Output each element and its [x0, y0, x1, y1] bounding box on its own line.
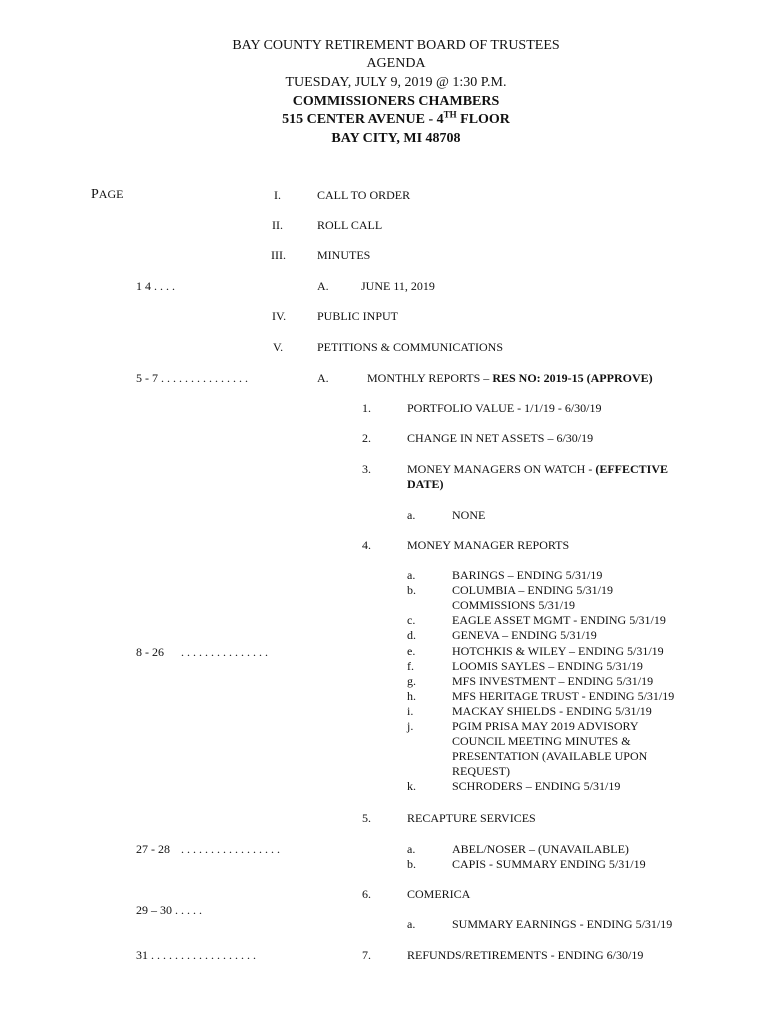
list-item-letter: i. — [407, 703, 414, 718]
list-item-letter: h. — [407, 688, 416, 703]
item-portfolio-value: PORTFOLIO VALUE - 1/1/19 - 6/30/19 — [407, 401, 602, 415]
list-item-letter: b. — [407, 583, 416, 598]
list-item: HOTCHKIS & WILEY – ENDING 5/31/19 — [452, 643, 664, 658]
list-item: GENEVA – ENDING 5/31/19 — [452, 628, 597, 643]
item-refunds-retirements: REFUNDS/RETIREMENTS - ENDING 6/30/19 — [407, 948, 644, 962]
list-item: COUNCIL MEETING MINUTES & — [452, 734, 631, 749]
item-minutes: MINUTES — [317, 248, 371, 262]
page-ref: 8 - 26 — [136, 645, 164, 659]
page-ref: 31 . . . . . . . . . . . . . . . . . . — [136, 948, 256, 962]
meeting-address: 515 CENTER AVENUE - 4TH FLOOR — [282, 109, 510, 127]
meeting-location: COMMISSIONERS CHAMBERS — [292, 94, 500, 109]
agenda-title: AGENDA — [366, 56, 426, 71]
item-recapture-services: RECAPTURE SERVICES — [407, 811, 536, 825]
list-item-letter: g. — [407, 673, 416, 688]
list-item-letter: f. — [407, 658, 414, 673]
meeting-date: TUESDAY, JULY 9, 2019 @ 1:30 P.M. — [285, 75, 507, 90]
list-item-letter: j. — [407, 719, 414, 733]
board-title: BAY COUNTY RETIREMENT BOARD OF TRUSTEES — [232, 38, 560, 53]
item-minutes-date: JUNE 11, 2019 — [361, 279, 435, 293]
list-item-letter: b. — [407, 857, 416, 871]
list-item-letter: a. — [407, 842, 416, 856]
page-ref: 1 4 . . . . — [136, 279, 175, 293]
sub-number: 7. — [362, 948, 371, 962]
page-ref-dots: . . . . . . . . . . . . . . . — [181, 645, 268, 659]
item-summary-earnings: SUMMARY EARNINGS - ENDING 5/31/19 — [452, 917, 673, 931]
list-item-letter: a. — [407, 568, 416, 582]
list-item: CAPIS - SUMMARY ENDING 5/31/19 — [452, 857, 646, 871]
item-letter: A. — [317, 279, 329, 293]
list-item: ABEL/NOSER – (UNAVAILABLE) — [452, 842, 629, 856]
list-item: PRESENTATION (AVAILABLE UPON — [452, 749, 648, 764]
item-number: I. — [274, 188, 281, 202]
list-item: MACKAY SHIELDS - ENDING 5/31/19 — [452, 703, 652, 718]
item-comerica: COMERICA — [407, 887, 471, 901]
list-item: REQUEST) — [452, 764, 510, 779]
item-net-assets: CHANGE IN NET ASSETS – 6/30/19 — [407, 431, 594, 445]
list-item-letter: e. — [407, 643, 416, 658]
page-ref-dots: . . . . . . . . . . . . . . . . . — [181, 842, 280, 856]
item-none: NONE — [452, 508, 486, 522]
sub-letter: a. — [407, 917, 416, 931]
meeting-city: BAY CITY, MI 48708 — [331, 131, 461, 146]
list-item: MFS HERITAGE TRUST - ENDING 5/31/19 — [452, 688, 675, 703]
sub-number: 3. — [362, 462, 371, 476]
page-ref: 27 - 28 — [136, 842, 170, 856]
item-letter: A. — [317, 371, 329, 385]
item-number: III. — [271, 248, 286, 262]
list-item: SCHRODERS – ENDING 5/31/19 — [452, 779, 621, 794]
list-item-letter: d. — [407, 628, 416, 643]
list-item: MFS INVESTMENT – ENDING 5/31/19 — [452, 673, 654, 688]
item-public-input: PUBLIC INPUT — [317, 309, 399, 323]
sub-number: 2. — [362, 431, 371, 445]
list-item-letter: k. — [407, 779, 416, 794]
sub-letter: a. — [407, 508, 416, 522]
page-ref: 29 – 30 . . . . . — [136, 903, 202, 917]
page-column-label: PAGE — [91, 187, 124, 202]
list-item: LOOMIS SAYLES – ENDING 5/31/19 — [452, 658, 643, 673]
sub-number: 6. — [362, 887, 371, 901]
list-item: BARINGS – ENDING 5/31/19 — [452, 568, 603, 582]
item-managers-on-watch: MONEY MANAGERS ON WATCH - (EFFECTIVE — [407, 462, 669, 476]
item-number: IV. — [272, 309, 287, 323]
item-number: V. — [273, 340, 284, 354]
item-managers-on-watch-cont: DATE) — [407, 477, 444, 491]
sub-number: 5. — [362, 811, 371, 825]
item-petitions: PETITIONS & COMMUNICATIONS — [317, 340, 504, 354]
list-item: EAGLE ASSET MGMT - ENDING 5/31/19 — [452, 613, 666, 628]
list-item: COMMISSIONS 5/31/19 — [452, 598, 576, 613]
item-money-manager-reports: MONEY MANAGER REPORTS — [407, 538, 570, 552]
item-call-to-order: CALL TO ORDER — [317, 188, 411, 202]
list-item: PGIM PRISA MAY 2019 ADVISORY — [452, 719, 639, 733]
item-roll-call: ROLL CALL — [317, 218, 383, 232]
page-ref: 5 - 7 . . . . . . . . . . . . . . . — [136, 371, 248, 385]
sub-number: 1. — [362, 401, 371, 415]
item-monthly-reports: MONTHLY REPORTS – RES NO: 2019-15 (APPROVE) — [367, 371, 653, 385]
sub-number: 4. — [362, 538, 371, 552]
list-item-letter: c. — [407, 613, 416, 628]
item-number: II. — [272, 218, 283, 232]
list-item: COLUMBIA – ENDING 5/31/19 — [452, 583, 613, 598]
